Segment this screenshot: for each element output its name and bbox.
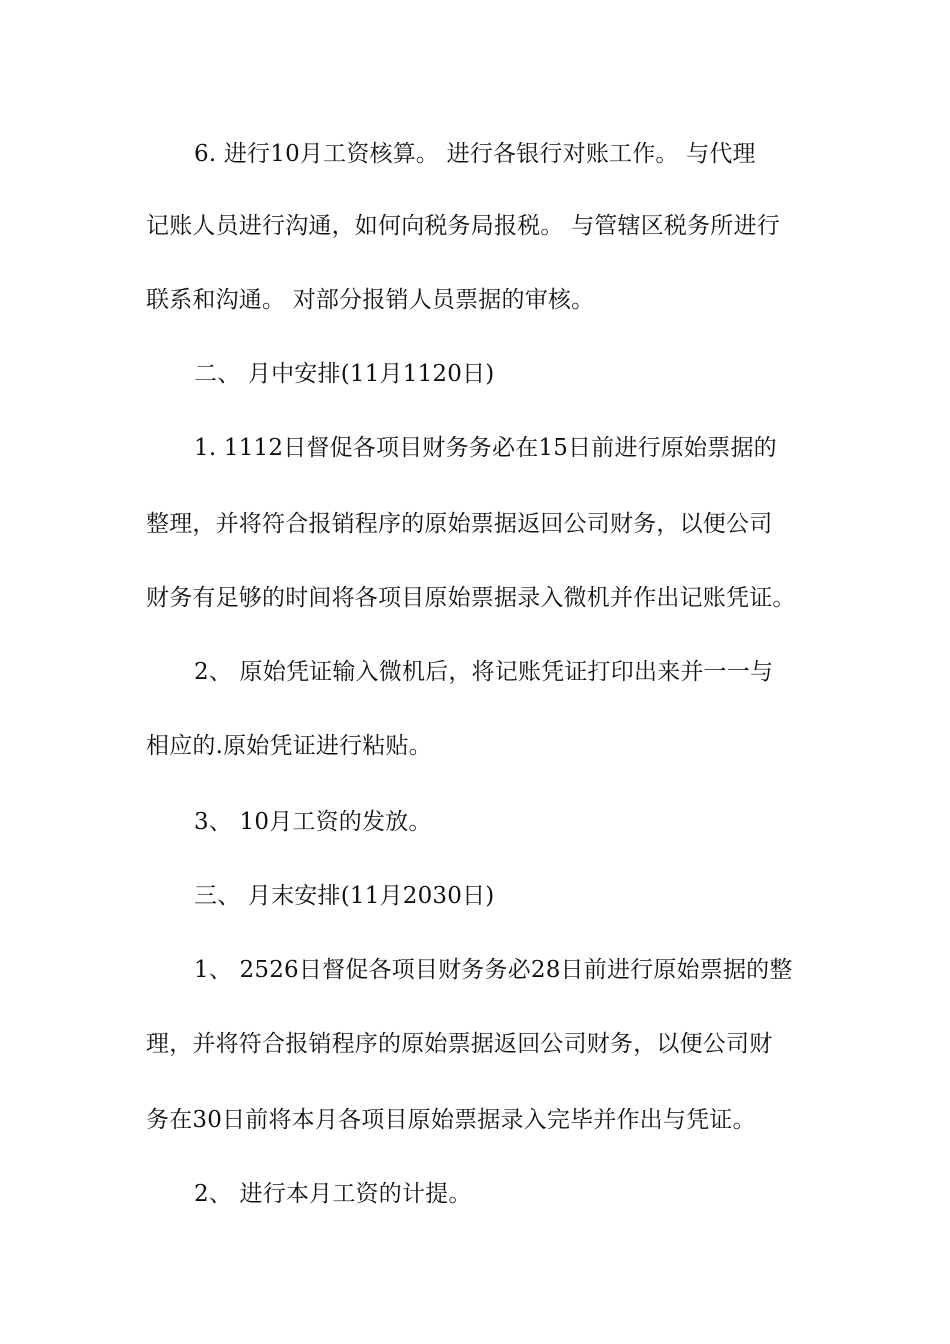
paragraph-line: 理，并将符合报销程序的原始票据返回公司财务，以便公司财: [146, 1031, 773, 1057]
paragraph-line: 2、 进行本月工资的计提。: [194, 1181, 472, 1207]
paragraph-line: 相应的.原始凭证进行粘贴。: [146, 733, 432, 759]
paragraph-line: 财务有足够的时间将各项目原始票据录入微机并作出记账凭证。: [146, 585, 796, 611]
paragraph-line: 6. 进行10月工资核算。 进行各银行对账工作。 与代理: [194, 141, 756, 167]
paragraph-line: 整理，并将符合报销程序的原始票据返回公司财务，以便公司: [146, 511, 773, 537]
section-heading: 三、 月末安排(11月2030日): [194, 883, 495, 909]
paragraph-line: 1、 2526日督促各项目财务务必28日前进行原始票据的整: [194, 957, 793, 983]
paragraph-line: 联系和沟通。 对部分报销人员票据的审核。: [146, 287, 595, 313]
paragraph-line: 务在30日前将本月各项目原始票据录入完毕并作出与凭证。: [146, 1107, 756, 1133]
paragraph-line: 记账人员进行沟通，如何向税务局报税。 与管辖区税务所进行: [146, 213, 780, 239]
paragraph-line: 3、 10月工资的发放。: [194, 809, 432, 835]
paragraph-line: 1. 1112日督促各项目财务务必在15日前进行原始票据的: [194, 435, 777, 461]
section-heading: 二、 月中安排(11月1120日): [194, 361, 495, 387]
paragraph-line: 2、 原始凭证输入微机后，将记账凭证打印出来并一一与: [194, 659, 774, 685]
